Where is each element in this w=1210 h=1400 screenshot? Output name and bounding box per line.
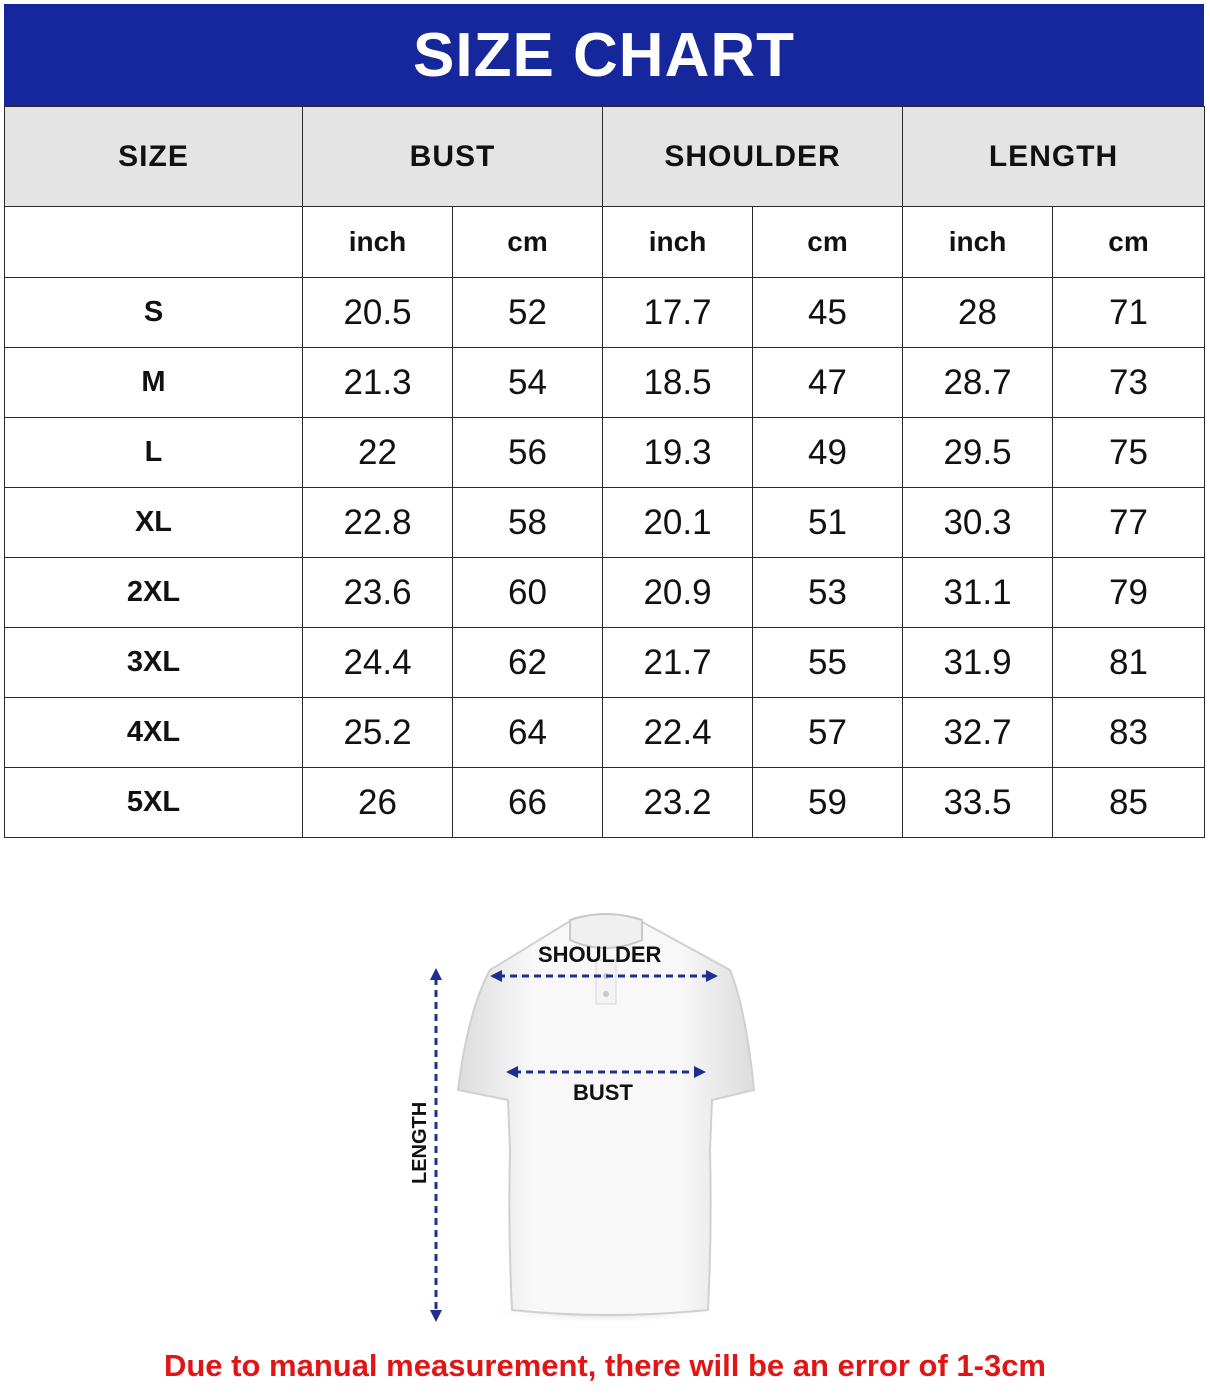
value-cell: 28.7 [903, 348, 1053, 418]
value-cell: 47 [753, 348, 903, 418]
size-cell: XL [5, 488, 303, 558]
value-cell: 59 [753, 768, 903, 838]
value-cell: 64 [453, 698, 603, 768]
value-cell: 24.4 [303, 628, 453, 698]
header-size: SIZE [5, 107, 303, 207]
value-cell: 52 [453, 278, 603, 348]
value-cell: 31.1 [903, 558, 1053, 628]
size-cell: 2XL [5, 558, 303, 628]
header-bust: BUST [303, 107, 603, 207]
value-cell: 81 [1053, 628, 1205, 698]
button-icon [603, 991, 609, 997]
header-shoulder: SHOULDER [603, 107, 903, 207]
value-cell: 49 [753, 418, 903, 488]
header-length: LENGTH [903, 107, 1205, 207]
value-cell: 22 [303, 418, 453, 488]
unit-cell: cm [453, 207, 603, 278]
table-row [5, 418, 1205, 488]
header-row [5, 107, 1205, 207]
value-cell: 66 [453, 768, 603, 838]
value-cell: 53 [753, 558, 903, 628]
value-cell: 31.9 [903, 628, 1053, 698]
table-row [5, 488, 1205, 558]
value-cell: 20.9 [603, 558, 753, 628]
table-row [5, 558, 1205, 628]
arrow-up-icon [430, 968, 442, 980]
value-cell: 26 [303, 768, 453, 838]
value-cell: 28 [903, 278, 1053, 348]
length-label: LENGTH [409, 1101, 431, 1184]
table-row [5, 278, 1205, 348]
table-row [5, 628, 1205, 698]
value-cell: 22.4 [603, 698, 753, 768]
value-cell: 77 [1053, 488, 1205, 558]
chart-title: SIZE CHART [413, 20, 795, 90]
value-cell: 55 [753, 628, 903, 698]
value-cell: 32.7 [903, 698, 1053, 768]
value-cell: 57 [753, 698, 903, 768]
size-cell: M [5, 348, 303, 418]
unit-cell: inch [303, 207, 453, 278]
size-table [4, 106, 1205, 838]
bust-label: BUST [573, 1080, 633, 1105]
value-cell: 33.5 [903, 768, 1053, 838]
table-row [5, 348, 1205, 418]
value-cell: 20.5 [303, 278, 453, 348]
value-cell: 17.7 [603, 278, 753, 348]
size-cell: 3XL [5, 628, 303, 698]
table-row [5, 698, 1205, 768]
value-cell: 60 [453, 558, 603, 628]
value-cell: 29.5 [903, 418, 1053, 488]
size-cell: S [5, 278, 303, 348]
value-cell: 45 [753, 278, 903, 348]
unit-cell: cm [1053, 207, 1205, 278]
value-cell: 18.5 [603, 348, 753, 418]
size-cell: L [5, 418, 303, 488]
value-cell: 21.3 [303, 348, 453, 418]
value-cell: 20.1 [603, 488, 753, 558]
value-cell: 85 [1053, 768, 1205, 838]
table-row [5, 768, 1205, 838]
value-cell: 30.3 [903, 488, 1053, 558]
value-cell: 73 [1053, 348, 1205, 418]
unit-cell: inch [603, 207, 753, 278]
value-cell: 79 [1053, 558, 1205, 628]
value-cell: 23.2 [603, 768, 753, 838]
units-blank-cell [5, 207, 303, 278]
value-cell: 62 [453, 628, 603, 698]
unit-cell: cm [753, 207, 903, 278]
size-cell: 4XL [5, 698, 303, 768]
measurement-figure [380, 900, 820, 1340]
value-cell: 83 [1053, 698, 1205, 768]
units-row [5, 207, 1205, 278]
value-cell: 21.7 [603, 628, 753, 698]
polo-shirt-illustration [380, 900, 820, 1340]
value-cell: 51 [753, 488, 903, 558]
unit-cell: inch [903, 207, 1053, 278]
value-cell: 19.3 [603, 418, 753, 488]
value-cell: 25.2 [303, 698, 453, 768]
title-banner [4, 4, 1204, 106]
measurement-note: Due to manual measurement, there will be an error of 1-3cm [163, 1348, 1047, 1383]
arrow-down-icon [430, 1310, 442, 1322]
value-cell: 58 [453, 488, 603, 558]
value-cell: 22.8 [303, 488, 453, 558]
value-cell: 56 [453, 418, 603, 488]
value-cell: 75 [1053, 418, 1205, 488]
value-cell: 54 [453, 348, 603, 418]
value-cell: 23.6 [303, 558, 453, 628]
size-cell: 5XL [5, 768, 303, 838]
value-cell: 71 [1053, 278, 1205, 348]
shoulder-label: SHOULDER [538, 942, 662, 967]
